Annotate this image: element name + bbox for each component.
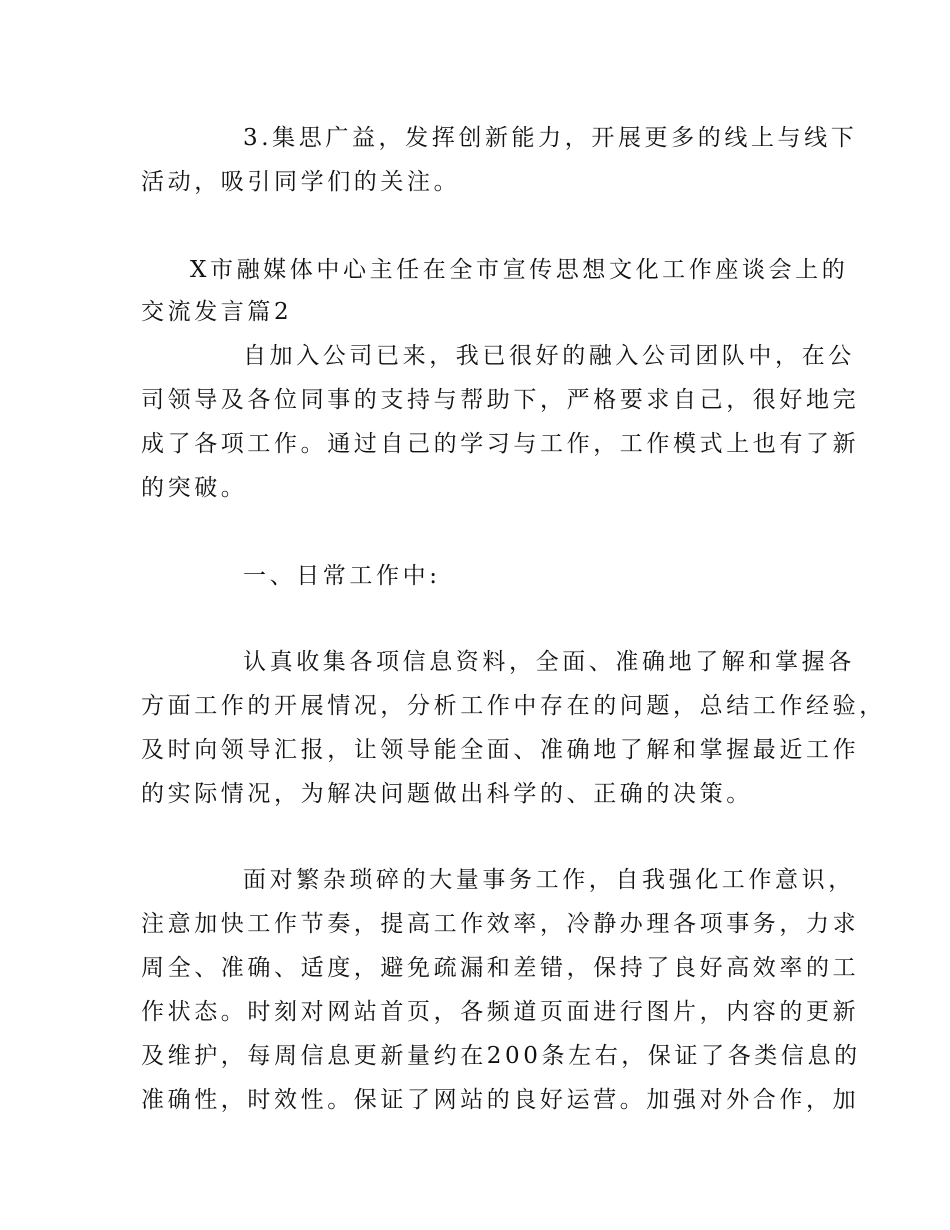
para2-line-4: 作状态。时刻对网站首页，各频道页面进行图片，内容的更新 [141,999,860,1025]
para1-line-2: 方面工作的开展情况，分析工作中存在的问题，总结工作经验， [141,693,886,719]
intro-line-4: 的突破。 [141,475,248,501]
item-3-line-1: 3.集思广益，发挥创新能力，开展更多的线上与线下 [243,125,858,151]
para1-line-1: 认真收集各项信息资料，全面、准确地了解和掌握各 [243,649,855,675]
para2-line-3: 周全、准确、适度，避免疏漏和差错，保持了良好高效率的工 [141,955,860,981]
para2-line-5: 及维护，每周信息更新量约在200条左右，保证了各类信息的 [141,1043,861,1069]
subheading-daily-work: 一、日常工作中: [243,563,441,589]
para2-line-2: 注意加快工作节奏，提高工作效率，冷静办理各项事务，力求 [141,911,860,937]
para1-line-3: 及时向领导汇报，让领导能全面、准确地了解和掌握最近工作 [141,737,860,763]
para2-line-6: 准确性，时效性。保证了网站的良好运营。加强对外合作，加 [141,1087,860,1113]
para1-line-4: 的实际情况，为解决问题做出科学的、正确的决策。 [141,781,753,807]
intro-line-3: 成了各项工作。通过自己的学习与工作，工作模式上也有了新 [141,431,860,457]
heading-line-2: 交流发言篇2 [141,299,293,325]
para2-line-1: 面对繁杂琐碎的大量事务工作，自我强化工作意识， [243,867,855,893]
item-3-line-2: 活动，吸引同学们的关注。 [141,169,461,195]
heading-line-1: X市融媒体中心主任在全市宣传思想文化工作座谈会上的 [190,257,849,283]
intro-line-1: 自加入公司已来，我已很好的融入公司团队中，在公 [243,343,855,369]
intro-line-2: 司领导及各位同事的支持与帮助下，严格要求自己，很好地完 [141,387,860,413]
